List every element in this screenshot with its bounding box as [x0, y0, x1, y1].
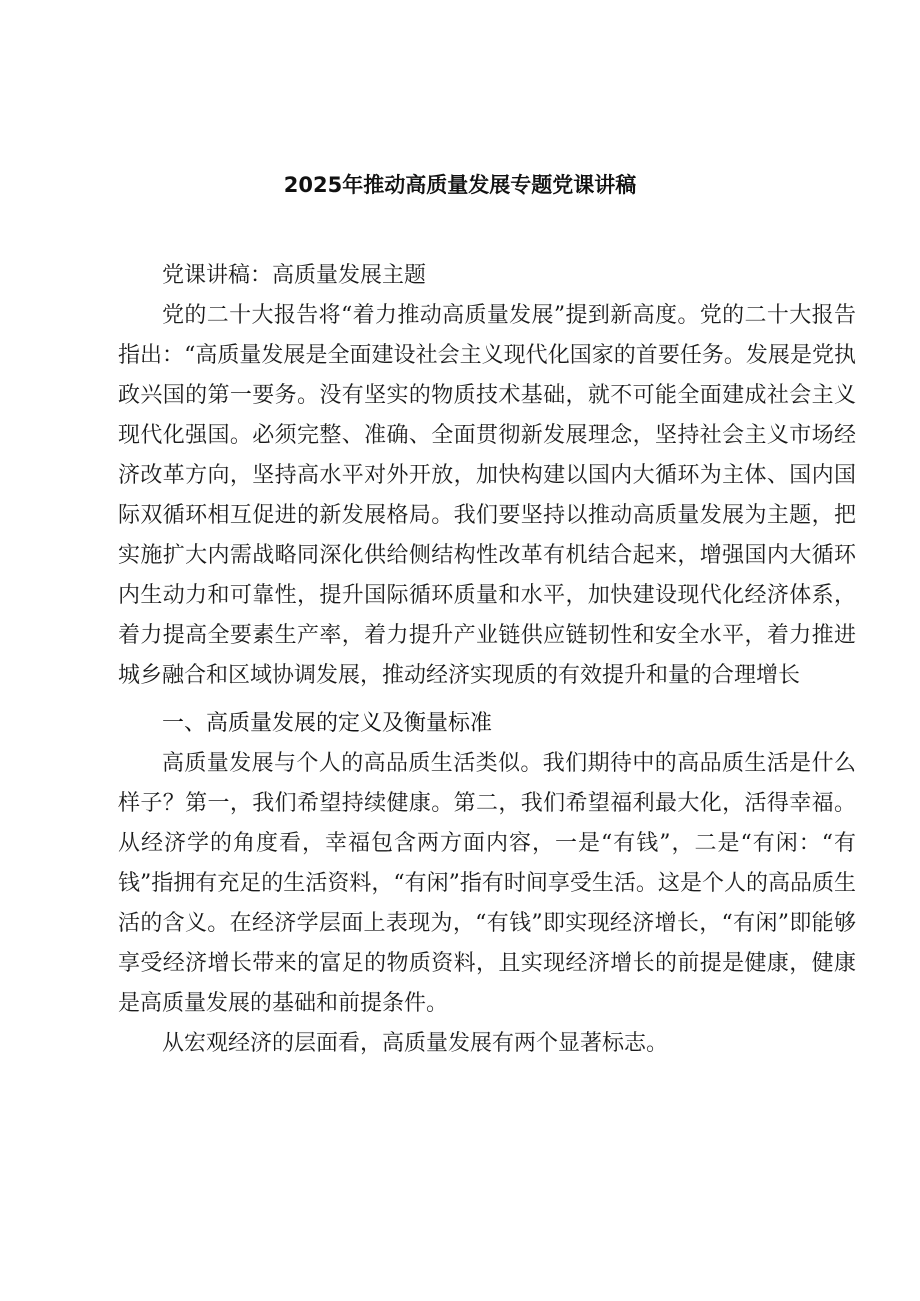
section-paragraph: 从宏观经济的层面看，高质量发展有两个显著标志。	[162, 1031, 669, 1056]
document-title: 2025年推动高质量发展专题党课讲稿	[283, 173, 637, 197]
document-subtitle: 党课讲稿：高质量发展主题	[162, 263, 427, 288]
intro-paragraph: 党的二十大报告将“着力推动高质量发展”提到新高度。党的二十大报告指出：“高质量发展是全面建设社会主义现代化国家的首要任务。发展是党执政兴国的第一要务。没有坚实的物质技术基础，就不可能全面建成社会主义现代化强国。必须完整、准确、全面贯彻新发展理念，坚持社会主义市场经济改革方向，坚持高水平对外开放，加快构建以国内大循环为主体、国内国际双循环相互促进的新发展格局。我们要坚持以推动高质量发展为主题，把实施扩大内需战略同深化供给侧结构性改革有机结合起来，增强国内大循环内生动力和可靠性，提升国际循环质量和水平，加快建设现代化经济体系，着力提高全要素生产率，着力提升产业链供应链韧性和安全水平，着力推进城乡融合和区域协调发展，推动经济实现质的有效提升和量的合理增长	[118, 303, 856, 688]
section-paragraph: 高质量发展与个人的高品质生活类似。我们期待中的高品质生活是什么样子？第一，我们希望持续健康。第二，我们希望福利最大化，活得幸福。从经济学的角度看，幸福包含两方面内容，一是“有钱”，二是“有闲：“有钱”指拥有充足的生活资料，“有闲”指有时间享受生活。这是个人的高品质生活的含义。在经济学层面上表现为，“有钱”即实现经济增长，“有闲”即能够享受经济增长带来的富足的物质资料，且实现经济增长的前提是健康，健康是高质量发展的基础和前提条件。	[118, 751, 856, 1016]
section-heading: 一、高质量发展的定义及衡量标准	[162, 711, 493, 736]
document-body	[118, 256, 856, 1064]
